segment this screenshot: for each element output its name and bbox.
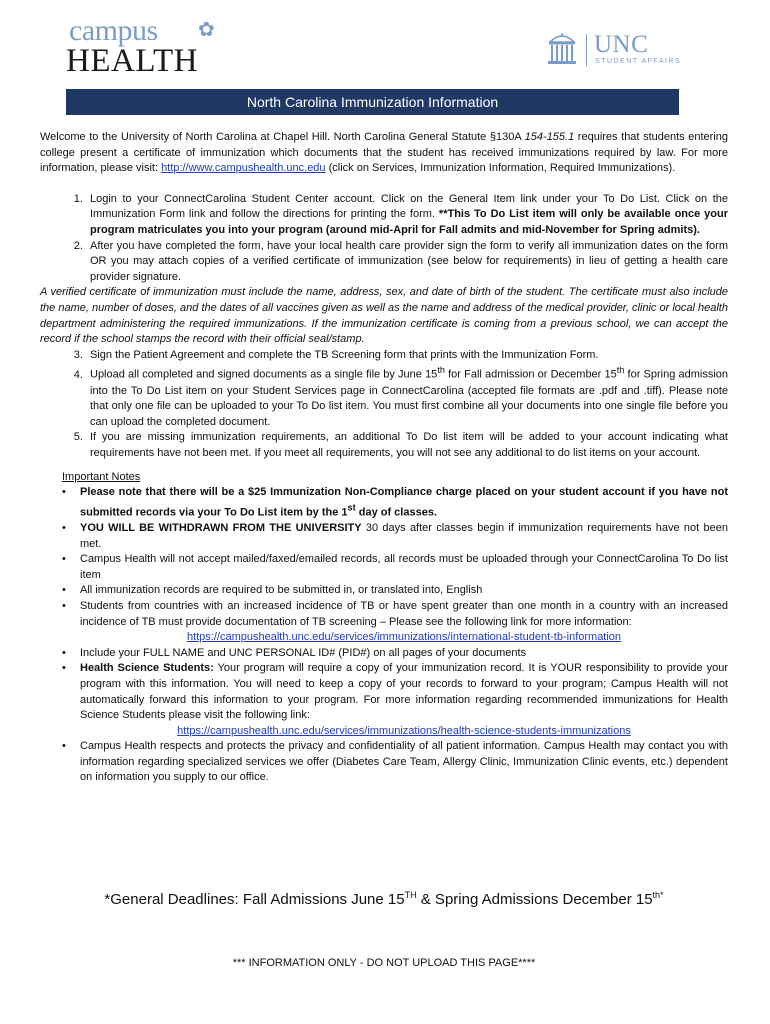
step-3: 3. Sign the Patient Agreement and complete the TB Screening form that prints with the Immunization Form. — [86, 348, 728, 364]
intro-text-2: requires that students entering college present a certificate of immunization which documents that the student has received immunizations required by law. For more information, please visit: — [40, 131, 728, 175]
logo-student-affairs-text: STUDENT AFFAIRS — [595, 58, 682, 65]
footer-notice: *** INFORMATION ONLY - DO NOT UPLOAD THIS PAGE**** — [232, 957, 536, 969]
certificate-requirements-note: A verified certificate of immunization must include the name, address, sex, and date of birth of the student. The certificate must also include the name, number of doses, and the dates of all vaccines given as well as the name and address of the medical provider, clinic or local health department administering the required immunizations. If the immunization certificate is coming from a previous school, we can accept the record if the school stamps the record with their official seal/stamp. — [40, 286, 728, 346]
important-notes-heading: Important Notes — [62, 470, 141, 483]
campus-health-link[interactable]: http://www.campushealth.unc.edu — [161, 162, 326, 175]
tb-information-link[interactable]: https://campushealth.unc.edu/services/immunizations/international-student-tb-information — [186, 631, 622, 644]
logo-unc-text: UNC — [594, 31, 649, 58]
steps-list-continued — [40, 348, 728, 462]
step-1: 1. Login to your ConnectCarolina Student Center account. Click on the General Item link under your To Do List. Click on the Immunization Form link and follow the directions for printing the form. **This To Do List item will only be available once your program matriculates you into your program (around mid-April for Fall admits and mid-November for Spring admits). — [86, 192, 728, 239]
logo-health-text: HEALTH — [66, 43, 198, 79]
page-title: North Carolina Immunization Information — [66, 89, 679, 115]
important-notes-list — [40, 485, 728, 786]
unc-student-affairs-logo — [546, 32, 696, 70]
note-compliance-charge: • Please note that there will be a $25 Immunization Non-Compliance charge placed on your student account if you have not submitted records via your To Do List item by the 1st day of classes. — [80, 485, 728, 521]
general-deadlines: *General Deadlines: Fall Admissions June 15TH & Spring Admissions December $15^{th*}$ — [104, 890, 664, 908]
step-4: 4. Upload all completed and signed documents as a single file by June 15th for Fall admission or December 15th for Spring admission into the To Do List item on your Student Services page in ConnectCarolina (accepted file formats are .pdf and .tiff). Please note that only one file can be uploaded to your To Do list item. You must first combine all your documents into one single file before you can upload the completed document. — [86, 363, 728, 430]
note-privacy: • Campus Health respects and protects the privacy and confidentiality of all patient information. Campus Health may contact you with information regarding specialized services we offer (Diabetes Care Team, Allergy Clinic, Immunization Clinic events, etc.) dependent on information you supply to our office. — [80, 739, 728, 786]
health-science-link[interactable]: https://campushealth.unc.edu/services/immunizations/health-science-students-immunizations — [177, 724, 631, 737]
campus-health-logo — [66, 14, 226, 79]
intro-paragraph — [40, 130, 728, 177]
old-well-icon — [546, 32, 578, 66]
note-name-pid: • Include your FULL NAME and UNC PERSONAL ID# (PID#) on all pages of your documents — [80, 646, 728, 662]
step-2: 2. After you have completed the form, have your local health care provider sign the form to verify all immunization dates on the form OR you may attach copies of a verified certificate of immunization (see below for requirements) in lieu of getting a health care provider signature. — [86, 239, 728, 286]
intro-text: Welcome to the University of North Carolina at Chapel Hill. North Carolina General Statute §130A — [40, 131, 525, 143]
steps-list — [40, 192, 728, 286]
dogwood-flower-icon: ✿ — [198, 19, 215, 41]
note-tb-screening: • Students from countries with an increased incidence of TB or have spent greater than one month in a country with an increased incidence of TB must provide documentation of TB screening – Please see the following link for more information: https://campushealth.unc.edu/services/immunizations/international-student-tb-information — [80, 599, 728, 646]
logo-campus-text: campus — [69, 14, 158, 47]
note-english: • All immunization records are required to be submitted in, or translated into, English — [80, 583, 728, 599]
note-withdrawal: • YOU WILL BE WITHDRAWN FROM THE UNIVERSITY 30 days after classes begin if immunization requirements have not been met. — [80, 521, 728, 552]
step-5: 5. If you are missing immunization requirements, an additional To Do list item will be added to your account indicating what requirements have not been met. If you meet all requirements, you will not see any additional to do list items on your account. — [86, 430, 728, 461]
logo-divider — [586, 34, 587, 66]
step-1-availability-note: **This To Do List item will only be available once your program matriculates you into your program (around mid-April for Fall admits and mid-November for Spring admits). — [90, 208, 729, 236]
note-upload-only: • Campus Health will not accept mailed/faxed/emailed records, all records must be uploaded through your ConnectCarolina To Do list item — [80, 552, 728, 583]
document-body — [40, 130, 728, 786]
note-health-science: • Health Science Students: Your program will require a copy of your immunization record. It is YOUR responsibility to provide your program with this information. You will need to keep a copy of your records to forward to your program; Campus Health will not automatically forward this information to your program. For more information regarding recommended immunizations for Health Science Students please visit the following link: https://campushealth.unc.edu/services/immunizations/health-science-students-immunizations — [80, 661, 728, 739]
intro-text-3: (click on Services, Immunization Information, Required Immunizations). — [325, 162, 676, 175]
statute-cite: 154-155.1 — [524, 131, 575, 143]
